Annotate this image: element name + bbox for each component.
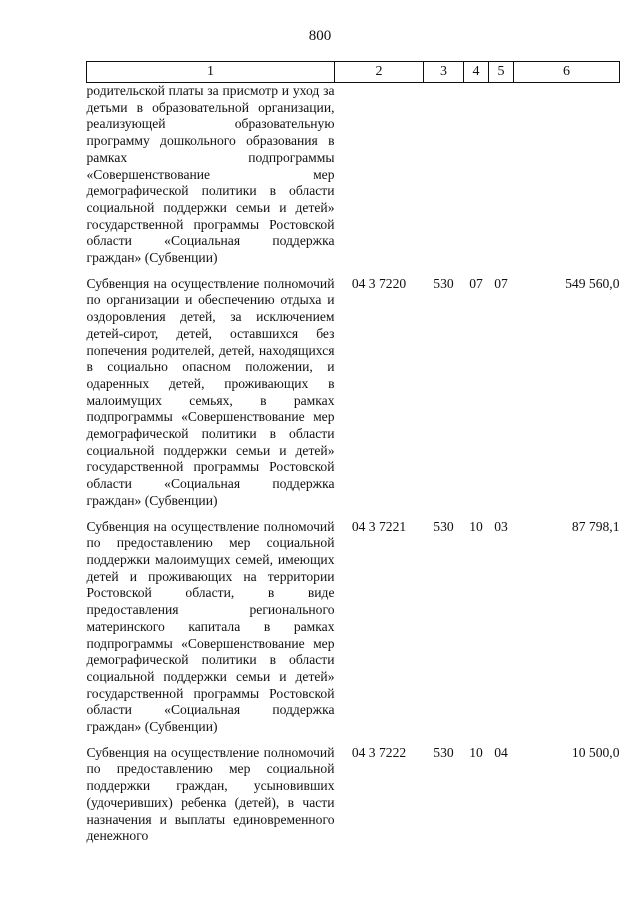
row-target-code: 04 3 7222 [351,744,407,760]
row-amount: 549 560,0 [565,275,620,291]
row-section: 07 [469,275,483,291]
row-target-code: 04 3 7221 [351,518,407,534]
table-row [87,83,620,267]
row-expense-type: 530 [433,744,454,760]
column-header-1: 1 [87,62,335,83]
column-header-2: 2 [335,62,424,83]
row-subsection: 04 [494,744,508,760]
row-expense-type: 530 [433,275,454,291]
budget-table [86,61,620,845]
row-expense-type: 530 [433,518,454,534]
row-amount: 10 500,0 [571,744,620,760]
row-description: Субвенция на осуществление полномочий по организации и обеспечению отдыха и оздоровления детей, за исключением детей-сирот, детей, оставшихся без попечения родителей, детей, находящихся в социально опасном положении, и одаренных детей, проживающих в малоимущих семьях, в рамках подпрограммы «Совершенствование мер демографической политики в области социальной поддержки семьи и детей» государственной программы Ростовской области «Социальная поддержка граждан» (Субвенции) [86,275,335,508]
row-target-code: 04 3 7220 [351,275,407,291]
row-description: Субвенция на осуществление полномочий по предоставлению мер социальной поддержки граждан, усыновивших (удочеривших) ребенка (детей), в части назначения и выплаты единовременного денежного [86,744,335,844]
page-number: 800 [308,28,332,44]
table-header-row [87,62,620,83]
row-amount [514,83,620,267]
table-row [87,745,620,845]
row-description: Субвенция на осуществление полномочий по предоставлению мер социальной поддержки малоимущих семей, имеющих детей и проживающих на территории Ростовской области, в виде предоставления регионального материнского капитала в рамках подпрограммы «Совершенствование мер демографической политики в области социальной поддержки семьи и детей» государственной программы Ростовской области «Социальная поддержка граждан» (Субвенции) [86,518,335,735]
column-header-3: 3 [424,62,464,83]
row-description: родительской платы за присмотр и уход за детьми в образовательной организации, реализующей образовательную программу дошкольного образования в рамках подпрограммы «Совершенствование мер демографической политики в области социальной поддержки семьи и детей» государственной программы Ростовской области «Социальная поддержка граждан» (Субвенции) [86,83,335,266]
column-header-6: 6 [514,62,620,83]
row-subsection [489,83,514,267]
row-expense-type [424,83,464,267]
table-row [87,276,620,510]
row-subsection: 07 [494,275,508,291]
row-subsection: 03 [494,518,508,534]
row-target-code [335,83,424,267]
column-header-4: 4 [464,62,489,83]
row-section [464,83,489,267]
row-section: 10 [469,744,483,760]
row-section: 10 [469,518,483,534]
table-row [87,519,620,736]
row-amount: 87 798,1 [571,518,620,534]
column-header-5: 5 [489,62,514,83]
